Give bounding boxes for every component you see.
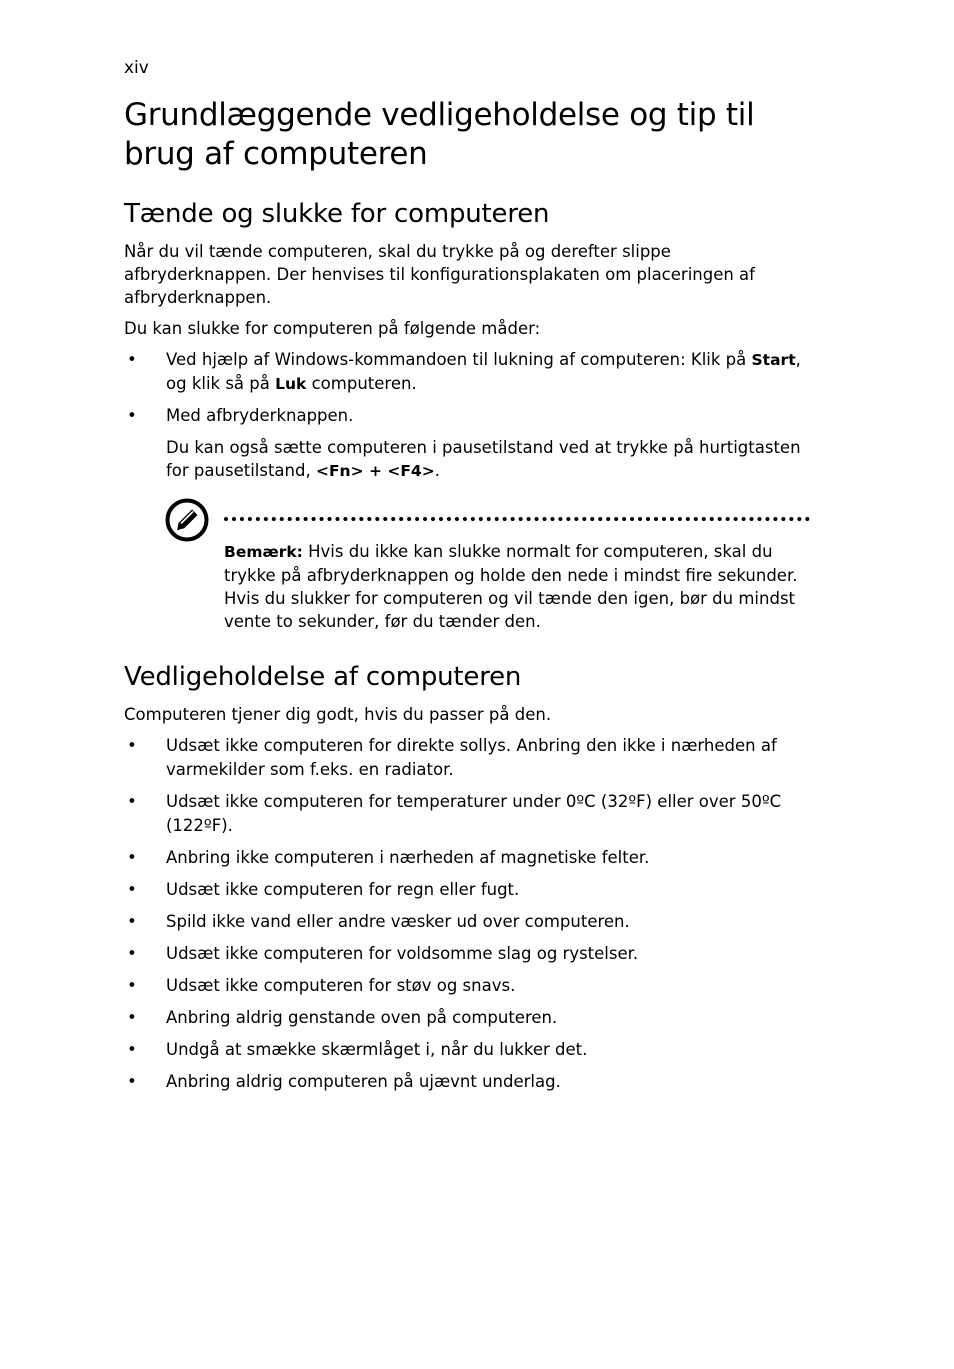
document-page xyxy=(124,58,814,1102)
bullet-dot: • xyxy=(127,1040,137,1059)
list-item xyxy=(124,790,814,838)
list-item-text: Undgå at smække skærmlåget i, når du lukker det. xyxy=(166,1040,588,1059)
bullet-dot: • xyxy=(127,736,137,755)
luk-label: Luk xyxy=(275,375,307,393)
list-item xyxy=(124,846,814,870)
bullet-dot: • xyxy=(127,1072,137,1091)
note-icon xyxy=(164,497,210,543)
list-item-text: Udsæt ikke computeren for temperaturer under 0ºC (32ºF) eller over 50ºC (122ºF). xyxy=(166,792,782,835)
list-item-text: Med afbryderknappen. xyxy=(166,406,354,425)
page-number: xiv xyxy=(124,58,149,78)
note-body: Hvis du ikke kan slukke normalt for computeren, skal du trykke på afbryderknappen og holde den nede i mindst fire sekunder. Hvis du slukker for computeren og vil tænde den igen, bør du mindst vente to sekunder, før du tænder den. xyxy=(224,542,798,631)
power-off-list xyxy=(124,348,814,428)
list-item xyxy=(124,942,814,966)
care-section xyxy=(124,661,814,1094)
list-item-text: computeren. xyxy=(306,374,417,393)
list-item-text: Ved hjælp af Windows-kommandoen til lukning af computeren: Klik på xyxy=(166,350,752,369)
bullet-dot: • xyxy=(127,1008,137,1027)
list-item xyxy=(124,734,814,782)
list-item-text: , og klik så på xyxy=(166,350,801,393)
sleep-paragraph xyxy=(124,436,814,483)
list-item-text: Spild ikke vand eller andre væsker ud over computeren. xyxy=(166,912,630,931)
bullet-dot: • xyxy=(127,976,137,995)
list-item-text: Anbring aldrig computeren på ujævnt underlag. xyxy=(166,1072,561,1091)
list-item-text: Udsæt ikke computeren for direkte sollys. Anbring den ikke i nærheden af varmekilder som f.eks. en radiator. xyxy=(166,736,777,779)
section-heading-power: Tænde og slukke for computeren xyxy=(124,199,550,229)
list-item xyxy=(124,878,814,902)
sleep-text: Du kan også sætte computeren i pausetilstand ved at trykke på hurtigtasten for pausetilstand, xyxy=(166,438,801,480)
note-divider xyxy=(224,517,810,521)
list-item xyxy=(124,1006,814,1030)
list-item-text: Anbring aldrig genstande oven på computeren. xyxy=(166,1008,558,1027)
list-item xyxy=(124,404,814,428)
section-heading-care: Vedligeholdelse af computeren xyxy=(124,662,522,692)
page-title: Grundlæggende vedligeholdelse og tip til brug af computeren xyxy=(124,97,755,172)
bullet-dot: • xyxy=(127,880,137,899)
sleep-text-end: . xyxy=(434,461,440,480)
list-item-text: Udsæt ikke computeren for støv og snavs. xyxy=(166,976,516,995)
note-box xyxy=(124,497,814,631)
list-item-text: Udsæt ikke computeren for voldsomme slag og rystelser. xyxy=(166,944,639,963)
care-list xyxy=(124,734,814,1094)
bullet-dot: • xyxy=(127,912,137,931)
power-off-intro: Du kan slukke for computeren på følgende måder: xyxy=(124,319,541,338)
list-item xyxy=(124,1070,814,1094)
note-label: Bemærk: xyxy=(224,543,303,561)
bullet-dot: • xyxy=(127,350,137,369)
list-item-text: Anbring ikke computeren i nærheden af magnetiske felter. xyxy=(166,848,650,867)
bullet-dot: • xyxy=(127,406,137,425)
list-item xyxy=(124,1038,814,1062)
list-item xyxy=(124,910,814,934)
start-label: Start xyxy=(751,351,796,369)
list-item-text: Udsæt ikke computeren for regn eller fugt. xyxy=(166,880,520,899)
list-item xyxy=(124,974,814,998)
list-item xyxy=(124,348,814,396)
note-text xyxy=(224,540,814,633)
power-on-paragraph: Når du vil tænde computeren, skal du trykke på og derefter slippe afbryderknappen. Der henvises til konfigurationsplakaten om placeringen af afbryderknappen. xyxy=(124,242,755,307)
hotkey-label: <Fn> + <F4> xyxy=(315,462,435,480)
bullet-dot: • xyxy=(127,792,137,811)
bullet-dot: • xyxy=(127,848,137,867)
care-intro: Computeren tjener dig godt, hvis du passer på den. xyxy=(124,705,552,724)
bullet-dot: • xyxy=(127,944,137,963)
